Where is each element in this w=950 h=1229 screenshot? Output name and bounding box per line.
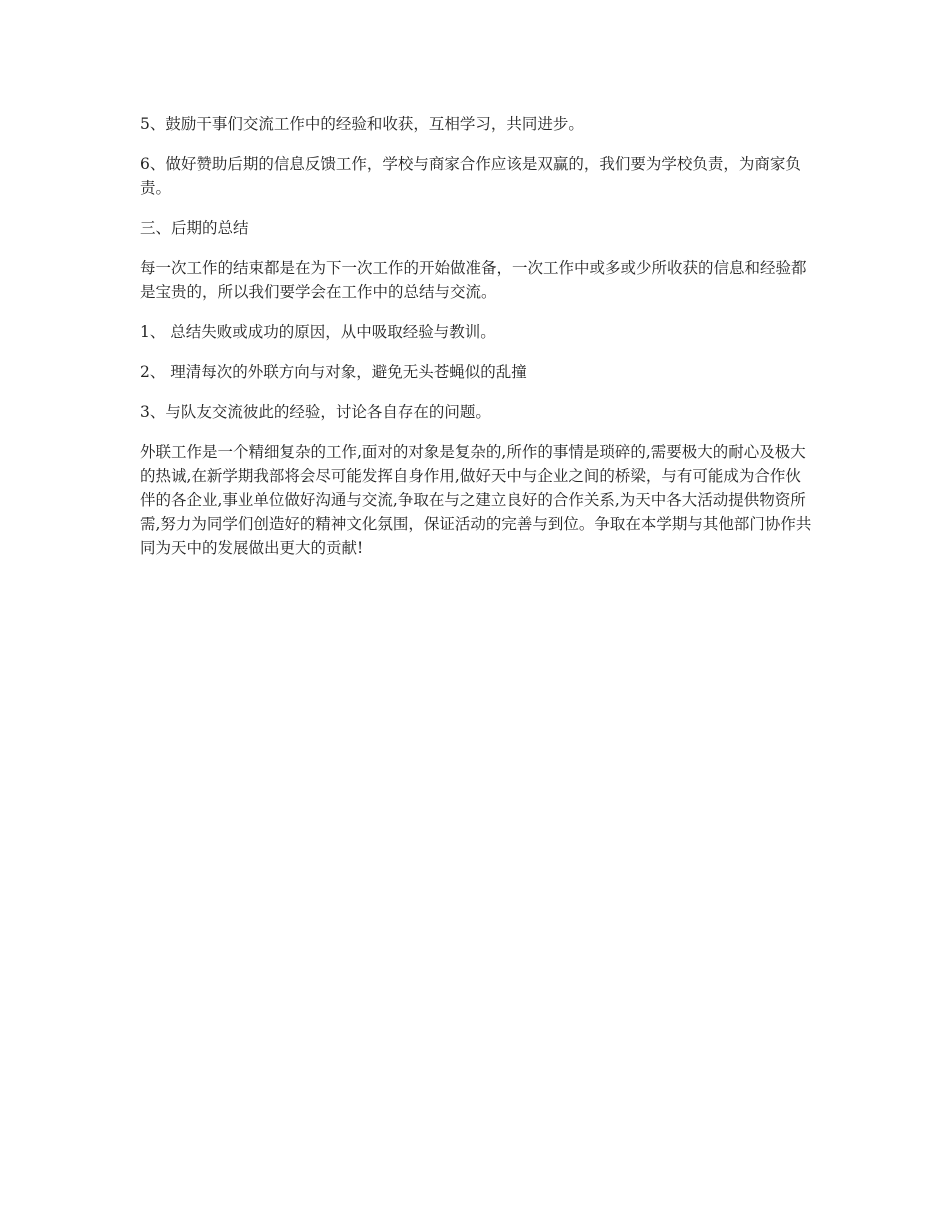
document-body xyxy=(140,112,812,576)
paragraph-conclusion: 外联工作是一个精细复杂的工作,面对的对象是复杂的,所作的事情是琐碎的,需要极大的耐心及极大的热诚,在新学期我部将会尽可能发挥自身作用,做好天中与企业之间的桥梁，与有可能成为合作伙伴的各企业,事业单位做好沟通与交流,争取在与之建立良好的合作关系,为天中各大活动提供物资所需,努力为同学们创造好的精神文化氛围，保证活动的完善与到位。争取在本学期与其他部门协作共同为天中的发展做出更大的贡献! xyxy=(140,443,812,557)
paragraph-item-6: 6、做好赞助后期的信息反馈工作，学校与商家合作应该是双赢的，我们要为学校负责，为商家负责。 xyxy=(140,155,801,197)
summary-item-2: 2、 理清每次的外联方向与对象，避免无头苍蝇似的乱撞 xyxy=(140,363,527,381)
summary-item-1: 1、 总结失败或成功的原因，从中吸取经验与教训。 xyxy=(140,323,496,341)
section-heading-summary: 三、后期的总结 xyxy=(140,219,249,237)
summary-item-3: 3、与队友交流彼此的经验，讨论各自存在的问题。 xyxy=(140,403,491,421)
paragraph-item-5: 5、鼓励干事们交流工作中的经验和收获，互相学习，共同进步。 xyxy=(140,115,584,133)
paragraph-summary-intro: 每一次工作的结束都是在为下一次工作的开始做准备，一次工作中或多或少所收获的信息和经验都是宝贵的，所以我们要学会在工作中的总结与交流。 xyxy=(140,259,807,301)
